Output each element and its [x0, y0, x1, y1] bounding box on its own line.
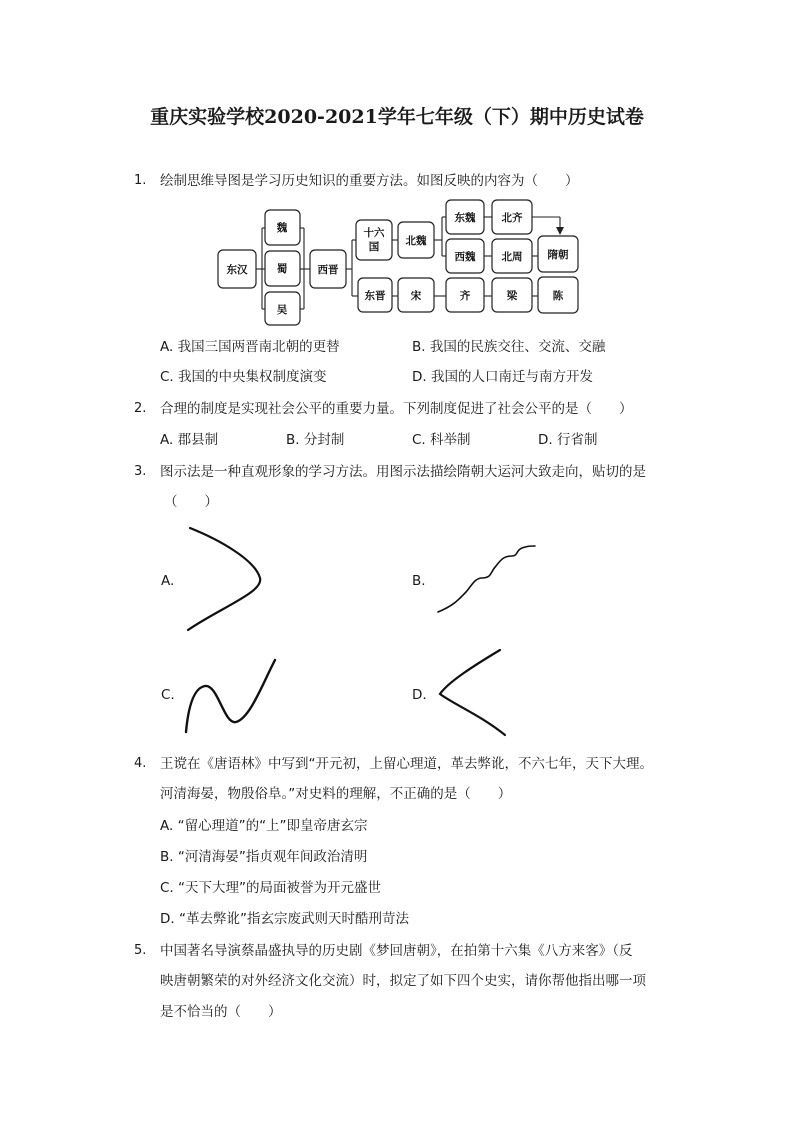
question-4-option-c[interactable]: C. “天下大理”的局面被誉为开元盛世	[160, 880, 381, 896]
question-5-stem-line-3: 是不恰当的（ ）	[160, 1004, 282, 1020]
mindmap-node-shu	[265, 251, 300, 286]
svg-text:宋: 宋	[410, 290, 422, 302]
mindmap-node-xiwei	[446, 239, 484, 273]
question-1-option-d[interactable]: D. 我国的人口南迁与南方开发	[412, 369, 593, 385]
svg-text:梁: 梁	[506, 290, 518, 302]
mindmap-node-dongwei	[446, 200, 484, 234]
svg-text:国: 国	[368, 241, 380, 253]
question-3-stem-line-1: 图示法是一种直观形象的学习方法。用图示法描绘隋朝大运河大致走向，贴切的是	[160, 464, 646, 480]
question-2-option-a[interactable]: A. 郡县制	[160, 432, 219, 448]
question-1-option-c[interactable]: C. 我国的中央集权制度演变	[160, 369, 327, 385]
svg-text:齐: 齐	[459, 290, 471, 302]
mindmap-node-donghan	[218, 250, 256, 288]
question-2-option-d[interactable]: D. 行省制	[538, 432, 598, 448]
question-3-option-b[interactable]: B.	[412, 573, 426, 589]
mindmap-node-dongjin	[358, 278, 392, 312]
mindmap-node-beiwei	[398, 222, 434, 258]
canal-curve-c	[186, 660, 275, 732]
question-2-option-b[interactable]: B. 分封制	[286, 432, 345, 448]
question-1-number: 1.	[134, 173, 147, 188]
mindmap-node-beiqi	[492, 200, 532, 234]
mindmap-node-wei	[265, 210, 300, 245]
svg-text:北魏: 北魏	[405, 235, 427, 247]
question-4-option-d[interactable]: D. “革去弊讹”指玄宗废武则天时酷刑苛法	[160, 911, 409, 927]
mindmap-node-qi	[446, 278, 484, 312]
question-5-stem-line-2: 映唐朝繁荣的对外经济文化交流）时，拟定了如下四个史实，请你帮他指出哪一项	[160, 973, 646, 989]
svg-text:蜀: 蜀	[276, 263, 288, 275]
svg-text:东晋: 东晋	[364, 290, 386, 302]
question-4-number: 4.	[134, 756, 147, 771]
svg-text:魏: 魏	[276, 222, 288, 234]
canal-curve-a	[188, 528, 260, 630]
question-1-option-a[interactable]: A. 我国三国两晋南北朝的更替	[160, 339, 340, 355]
question-3-number: 3.	[134, 464, 147, 479]
svg-text:吴: 吴	[276, 304, 288, 316]
question-4-stem-line-1: 王谠在《唐语林》中写到“开元初，上留心理道，革去弊讹，不六七年，天下大理。	[160, 756, 653, 772]
question-3-option-c[interactable]: C.	[161, 687, 175, 703]
canal-curve-d	[440, 650, 505, 735]
question-3-stem-line-2: （ ）	[164, 494, 218, 510]
svg-text:东魏: 东魏	[454, 212, 476, 224]
svg-text:隋朝: 隋朝	[547, 249, 569, 261]
question-4-stem-line-2: 河清海晏，物殷俗阜。”对史料的理解，不正确的是（ ）	[160, 786, 512, 802]
mindmap-node-wu	[265, 292, 300, 325]
question-2-number: 2.	[134, 401, 147, 416]
question-5-stem-line-1: 中国著名导演蔡晶盛执导的历史剧《梦回唐朝》，在拍第十六集《八方来客》（反	[160, 943, 633, 959]
mindmap-node-beizhou	[492, 239, 532, 273]
svg-text:东汉: 东汉	[226, 264, 248, 276]
svg-text:西魏: 西魏	[454, 251, 476, 263]
question-1-option-b[interactable]: B. 我国的民族交往、交流、交融	[412, 339, 606, 355]
mindmap-node-suichao	[538, 236, 578, 272]
canal-curve-b	[438, 546, 535, 612]
question-4-option-a[interactable]: A. “留心理道”的“上”即皇帝唐玄宗	[160, 818, 368, 834]
exam-title: 重庆实验学校2020-2021学年七年级（下）期中历史试卷	[150, 106, 644, 128]
question-4-option-b[interactable]: B. “河清海晏”指贞观年间政治清明	[160, 849, 368, 865]
question-1-stem: 绘制思维导图是学习历史知识的重要方法。如图反映的内容为（ ）	[160, 173, 579, 189]
question-3-option-d[interactable]: D.	[412, 687, 427, 703]
question-3-option-a[interactable]: A.	[161, 573, 175, 589]
svg-text:北齐: 北齐	[501, 212, 523, 224]
svg-text:西晋: 西晋	[317, 264, 339, 276]
question-2-option-c[interactable]: C. 科举制	[412, 432, 471, 448]
mindmap-node-song	[398, 278, 434, 312]
mindmap-node-shiliuguo	[356, 220, 392, 260]
question-2-stem: 合理的制度是实现社会公平的重要力量。下列制度促进了社会公平的是（ ）	[160, 401, 633, 417]
question-5-number: 5.	[134, 943, 147, 958]
mindmap-node-liang	[492, 278, 532, 312]
svg-text:十六: 十六	[363, 227, 385, 239]
mindmap-node-chen	[538, 277, 578, 313]
svg-text:北周: 北周	[501, 251, 523, 263]
mindmap-node-xijin	[310, 250, 346, 288]
svg-text:陈: 陈	[552, 290, 564, 302]
